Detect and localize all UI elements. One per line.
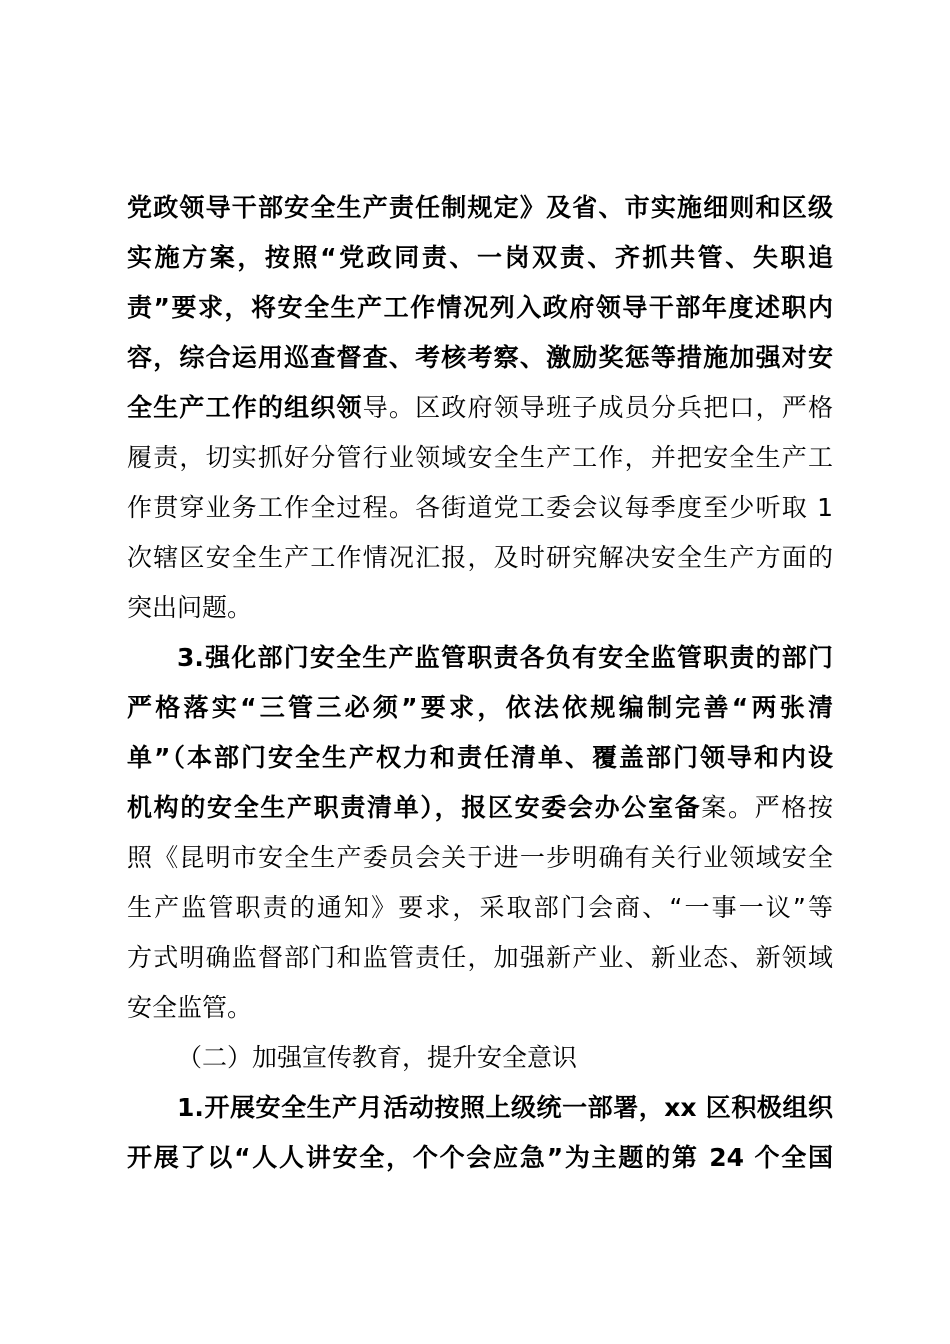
paragraph-line <box>127 533 833 583</box>
paragraph-line <box>127 183 833 233</box>
paragraph-line <box>127 333 833 383</box>
normal-text: 安全监管。 <box>127 993 253 1022</box>
normal-text: 导。区政府领导班子成员分兵把口，严格 <box>362 393 833 422</box>
paragraph-line <box>127 883 833 933</box>
paragraph-line <box>127 833 833 883</box>
bold-text: 责”要求，将安全生产工作情况列入政府领导干部年度述职内 <box>127 293 833 322</box>
bold-text: 容，综合运用巡查督查、考核考察、激励奖惩等措施加强对安 <box>127 343 833 372</box>
paragraph-line <box>127 983 833 1033</box>
bold-text: 全生产工作的组织领 <box>127 393 363 422</box>
paragraph-line <box>127 683 833 733</box>
bold-text: 党政领导干部安全生产责任制规定》及省、市实施细则和区级 <box>127 193 833 222</box>
normal-text: 生产监管职责的通知》要求，采取部门会商、“一事一议”等 <box>127 893 833 922</box>
paragraph-line <box>127 933 833 983</box>
paragraph-line <box>177 1083 833 1133</box>
bold-text: 3.强化部门安全生产监管职责各负有安全监管职责的部门 <box>177 643 833 672</box>
bold-text: 严格落实“三管三必须”要求，依法依规编制完善“两张清 <box>127 693 833 722</box>
paragraph-line <box>127 733 833 783</box>
normal-text: 方式明确监督部门和监管责任，加强新产业、新业态、新领域 <box>127 943 833 972</box>
paragraph-line <box>127 783 833 833</box>
paragraph-line <box>127 283 833 333</box>
normal-text: 次辖区安全生产工作情况汇报，及时研究解决安全生产方面的 <box>127 543 833 572</box>
paragraph-line <box>127 233 833 283</box>
paragraph-line <box>127 433 833 483</box>
normal-text: 突出问题。 <box>127 593 253 622</box>
section-heading <box>177 1033 833 1083</box>
paragraph-line <box>127 1133 833 1183</box>
bold-text: 开展了以“人人讲安全，个个会应急”为主题的第 24 个全国 <box>127 1143 833 1172</box>
bold-text: 1.开展安全生产月活动按照上级统一部署，xx 区积极组织 <box>177 1093 833 1122</box>
normal-text: 案。严格按 <box>701 793 833 822</box>
bold-text: 实施方案，按照“党政同责、一岗双责、齐抓共管、失职追 <box>127 243 833 272</box>
paragraph-line <box>127 383 833 433</box>
normal-text: 作贯穿业务工作全过程。各街道党工委会议每季度至少听取 1 <box>127 493 833 522</box>
paragraph-line <box>127 583 833 633</box>
bold-text: 机构的安全生产职责清单），报区安委会办公室备 <box>127 793 702 822</box>
normal-text: （二）加强宣传教育，提升安全意识 <box>177 1043 578 1072</box>
normal-text: 履责，切实抓好分管行业领域安全生产工作，并把安全生产工 <box>127 443 833 472</box>
normal-text: 照《昆明市安全生产委员会关于进一步明确有关行业领域安全 <box>127 843 833 872</box>
bold-text: 单”（本部门安全生产权力和责任清单、覆盖部门领导和内设 <box>127 743 833 772</box>
paragraph-line <box>177 633 833 683</box>
paragraph-line <box>127 483 833 533</box>
